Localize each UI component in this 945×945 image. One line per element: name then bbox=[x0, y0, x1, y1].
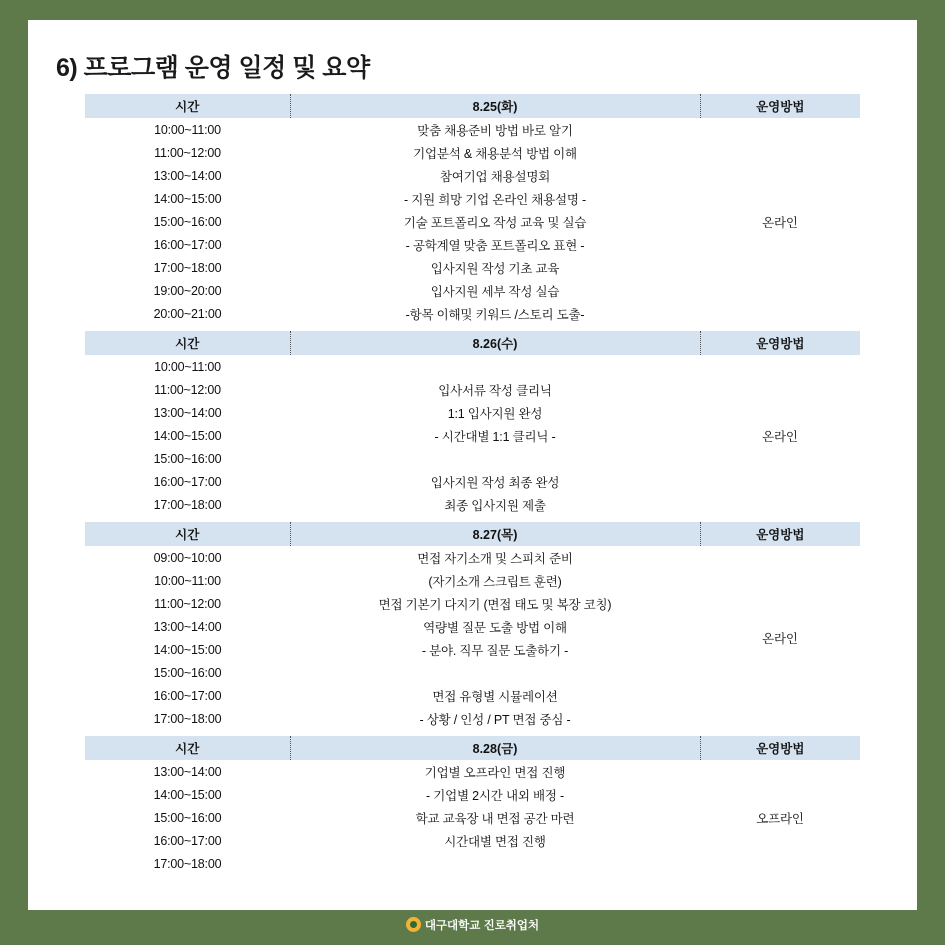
schedule-table-body bbox=[85, 94, 860, 875]
content-cell: 면접 기본기 다지기 (면접 태도 및 복장 코칭) bbox=[378, 597, 612, 612]
content-cell: 면접 유형별 시뮬레이션 bbox=[432, 689, 558, 704]
content-cell: - 분야. 직무 질문 도출하기 - bbox=[421, 643, 569, 658]
content-cell: 1:1 입사지원 완성 bbox=[447, 406, 543, 421]
footer bbox=[0, 917, 945, 933]
footer-text: 대구대학교 진로취업처 bbox=[424, 920, 540, 932]
header-method: 운영방법 bbox=[700, 331, 860, 355]
content-cell: 기업별 오프라인 면접 진행 bbox=[424, 765, 566, 780]
content-cell bbox=[290, 355, 700, 378]
daegu-university-logo-icon bbox=[406, 917, 421, 932]
content-cell: 최종 입사지원 제출 bbox=[444, 498, 546, 513]
time-cell: 11:00~12:00 bbox=[154, 382, 221, 397]
time-cell: 11:00~12:00 bbox=[154, 596, 221, 611]
method-cell: 오프라인 bbox=[756, 811, 804, 826]
method-cell: 온라인 bbox=[762, 632, 798, 646]
time-cell: 09:00~10:00 bbox=[153, 550, 222, 565]
time-cell: 10:00~11:00 bbox=[154, 122, 221, 137]
time-cell: 14:00~15:00 bbox=[153, 642, 222, 657]
content-cell: -항목 이해및 키워드 /스토리 도출- bbox=[405, 307, 585, 322]
header-date: 8.28(금) bbox=[290, 736, 700, 760]
method-cell: 온라인 bbox=[762, 215, 798, 230]
time-cell: 15:00~16:00 bbox=[153, 810, 222, 825]
content-cell: 입사지원 세부 작성 실습 bbox=[430, 284, 560, 299]
time-cell: 17:00~18:00 bbox=[153, 497, 222, 512]
content-cell bbox=[290, 852, 700, 875]
content-cell: 역량별 질문 도출 방법 이해 bbox=[423, 620, 567, 635]
table-row bbox=[85, 546, 860, 569]
time-cell: 19:00~20:00 bbox=[153, 283, 222, 298]
time-cell: 17:00~18:00 bbox=[153, 856, 222, 871]
content-cell: 입사서류 작성 클리닉 bbox=[438, 383, 552, 398]
content-cell: 기술 포트폴리오 작성 교육 및 실습 bbox=[403, 215, 587, 230]
header-date: 8.25(화) bbox=[290, 94, 700, 118]
content-cell bbox=[290, 661, 700, 684]
time-cell: 11:00~12:00 bbox=[154, 145, 221, 160]
content-cell: 입사지원 작성 최종 완성 bbox=[430, 475, 560, 490]
header-time: 시간 bbox=[85, 331, 290, 355]
time-cell: 13:00~14:00 bbox=[153, 764, 222, 779]
time-cell: 16:00~17:00 bbox=[153, 688, 222, 703]
content-cell: - 상황 / 인성 / PT 면접 중심 - bbox=[419, 712, 571, 727]
content-cell: (자기소개 스크립트 훈련) bbox=[428, 574, 562, 589]
header-method: 운영방법 bbox=[700, 736, 860, 760]
time-cell: 17:00~18:00 bbox=[153, 260, 222, 275]
time-cell: 10:00~11:00 bbox=[154, 573, 221, 588]
content-cell: - 시간대별 1:1 클리닉 - bbox=[434, 429, 556, 444]
table-header-row bbox=[85, 522, 860, 546]
time-cell: 20:00~21:00 bbox=[153, 306, 222, 321]
time-cell: 16:00~17:00 bbox=[153, 237, 222, 252]
time-cell: 13:00~14:00 bbox=[153, 168, 222, 183]
time-cell: 15:00~16:00 bbox=[153, 214, 222, 229]
content-cell: - 공학계열 맞춤 포트폴리오 표현 - bbox=[405, 238, 585, 253]
table-header-row bbox=[85, 331, 860, 355]
table-row bbox=[85, 760, 860, 783]
method-cell: 온라인 bbox=[762, 429, 798, 444]
content-cell: 학교 교육장 내 면접 공간 마련 bbox=[415, 811, 575, 826]
table-row bbox=[85, 118, 860, 141]
content-cell: 시간대별 면접 진행 bbox=[444, 834, 546, 849]
schedule-table-container bbox=[85, 94, 860, 875]
content-cell bbox=[290, 447, 700, 470]
time-cell: 14:00~15:00 bbox=[153, 428, 222, 443]
content-cell: - 기업별 2시간 내외 배정 - bbox=[426, 788, 564, 803]
time-cell: 13:00~14:00 bbox=[153, 619, 222, 634]
table-header-row bbox=[85, 736, 860, 760]
schedule-table bbox=[85, 94, 860, 875]
content-cell: 참여기업 채용설명회 bbox=[439, 169, 551, 184]
header-date: 8.26(수) bbox=[290, 331, 700, 355]
table-header-row bbox=[85, 94, 860, 118]
header-date: 8.27(목) bbox=[290, 522, 700, 546]
header-time: 시간 bbox=[85, 522, 290, 546]
time-cell: 16:00~17:00 bbox=[153, 474, 222, 489]
header-method: 운영방법 bbox=[700, 522, 860, 546]
time-cell: 14:00~15:00 bbox=[153, 191, 222, 206]
document-page bbox=[28, 20, 917, 910]
header-time: 시간 bbox=[85, 736, 290, 760]
time-cell: 10:00~11:00 bbox=[154, 359, 221, 374]
time-cell: 17:00~18:00 bbox=[153, 711, 222, 726]
content-cell: 입사지원 작성 기초 교육 bbox=[430, 261, 560, 276]
time-cell: 13:00~14:00 bbox=[153, 405, 222, 420]
content-cell: - 지원 희망 기업 온라인 채용설명 - bbox=[404, 192, 586, 207]
header-method: 운영방법 bbox=[700, 94, 860, 118]
page-title: 6) 프로그램 운영 일정 및 요약 bbox=[56, 54, 370, 82]
header-time: 시간 bbox=[85, 94, 290, 118]
time-cell: 15:00~16:00 bbox=[153, 451, 222, 466]
content-cell: 면접 자기소개 및 스피치 준비 bbox=[417, 551, 573, 566]
time-cell: 15:00~16:00 bbox=[153, 665, 222, 680]
time-cell: 16:00~17:00 bbox=[153, 833, 222, 848]
content-cell: 맞춤 채용준비 방법 바로 알기 bbox=[417, 123, 573, 138]
time-cell: 14:00~15:00 bbox=[153, 787, 222, 802]
table-row bbox=[85, 355, 860, 378]
content-cell: 기업분석 & 채용분석 방법 이해 bbox=[413, 146, 577, 161]
